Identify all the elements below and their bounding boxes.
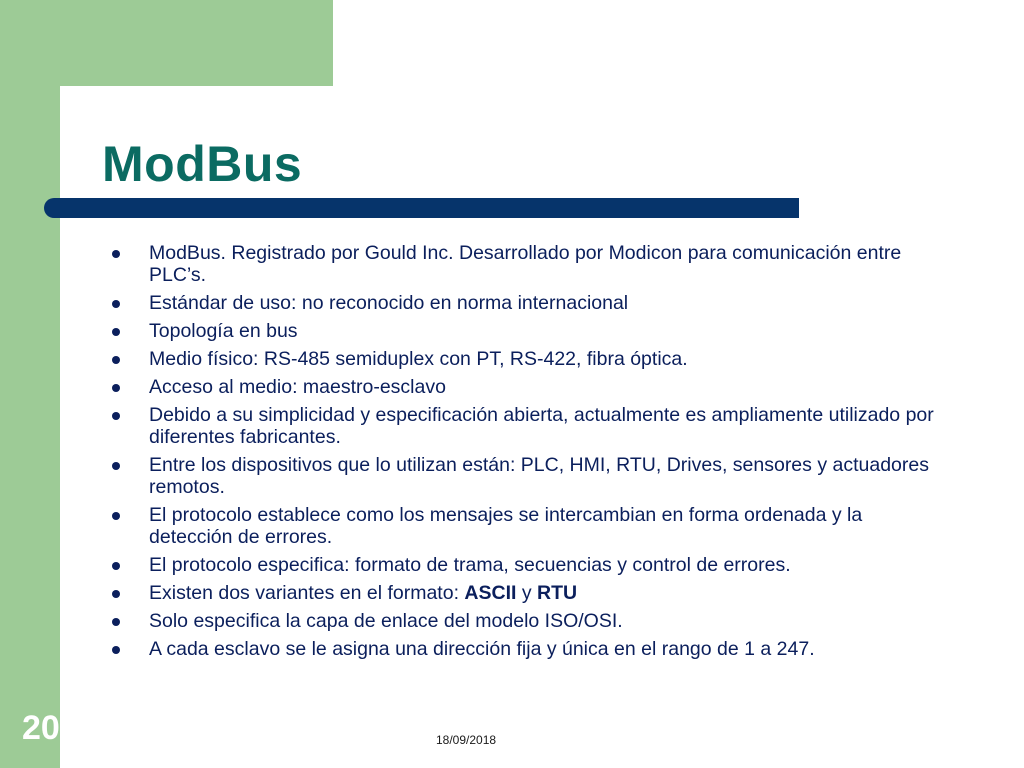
bullet-text: Topología en bus	[149, 320, 298, 342]
bullet-item	[109, 292, 949, 314]
bullet-text: El protocolo establece como los mensajes se intercambian en forma ordenada y la detección de errores.	[149, 504, 863, 548]
left-green-band	[0, 0, 60, 768]
bullet-item	[109, 638, 949, 660]
bullet-item	[109, 376, 949, 398]
bullet-dot-icon	[112, 412, 120, 420]
bullet-item	[109, 348, 949, 370]
bullet-dot-icon	[112, 300, 120, 308]
bullet-item	[109, 320, 949, 342]
bullet-dot-icon	[112, 512, 120, 520]
top-green-block	[0, 0, 333, 86]
bullet-dot-icon	[112, 562, 120, 570]
slide-title: ModBus	[102, 136, 303, 192]
bullet-text: Acceso al medio: maestro-esclavo	[149, 376, 446, 398]
bullet-dot-icon	[112, 250, 120, 258]
bullet-dot-icon	[112, 618, 120, 626]
bullet-text: y	[516, 582, 538, 604]
bullet-text: ModBus. Registrado por Gould Inc. Desarrollado por Modicon para comunicación entre PLC’s.	[149, 242, 902, 286]
bullet-dot-icon	[112, 590, 120, 598]
bullet-text: Medio físico: RS-485 semiduplex con PT, RS-422, fibra óptica.	[149, 348, 688, 370]
bullet-text: Debido a su simplicidad y especificación abierta, actualmente es ampliamente utilizado por diferentes fabricantes.	[149, 404, 934, 448]
bullet-item	[109, 582, 949, 604]
bullet-dot-icon	[112, 462, 120, 470]
title-underline-bar	[44, 198, 799, 218]
bullet-dot-icon	[112, 328, 120, 336]
bullet-text: El protocolo especifica: formato de trama, secuencias y control de errores.	[149, 554, 791, 576]
slide-number: 20	[22, 709, 60, 747]
bullet-item	[109, 404, 949, 448]
bullet-item	[109, 242, 949, 286]
bullet-item	[109, 610, 949, 632]
bullet-dot-icon	[112, 646, 120, 654]
bullet-emphasis: RTU	[537, 582, 578, 604]
bullet-emphasis: ASCII	[464, 582, 517, 604]
bullet-item	[109, 454, 949, 498]
bullet-text: Solo especifica la capa de enlace del modelo ISO/OSI.	[149, 610, 623, 632]
bullet-item	[109, 504, 949, 548]
bullet-text: Existen dos variantes en el formato:	[149, 582, 465, 604]
bullet-dot-icon	[112, 384, 120, 392]
bullet-text: Entre los dispositivos que lo utilizan están: PLC, HMI, RTU, Drives, sensores y actuadores remotos.	[149, 454, 929, 498]
bullet-dot-icon	[112, 356, 120, 364]
slide-date: 18/09/2018	[436, 733, 497, 747]
bullet-text: Estándar de uso: no reconocido en norma internacional	[149, 292, 629, 314]
bullet-text: A cada esclavo se le asigna una dirección fija y única en el rango de 1 a 247.	[149, 638, 815, 660]
bullet-item	[109, 554, 949, 576]
bullet-list	[109, 242, 949, 666]
